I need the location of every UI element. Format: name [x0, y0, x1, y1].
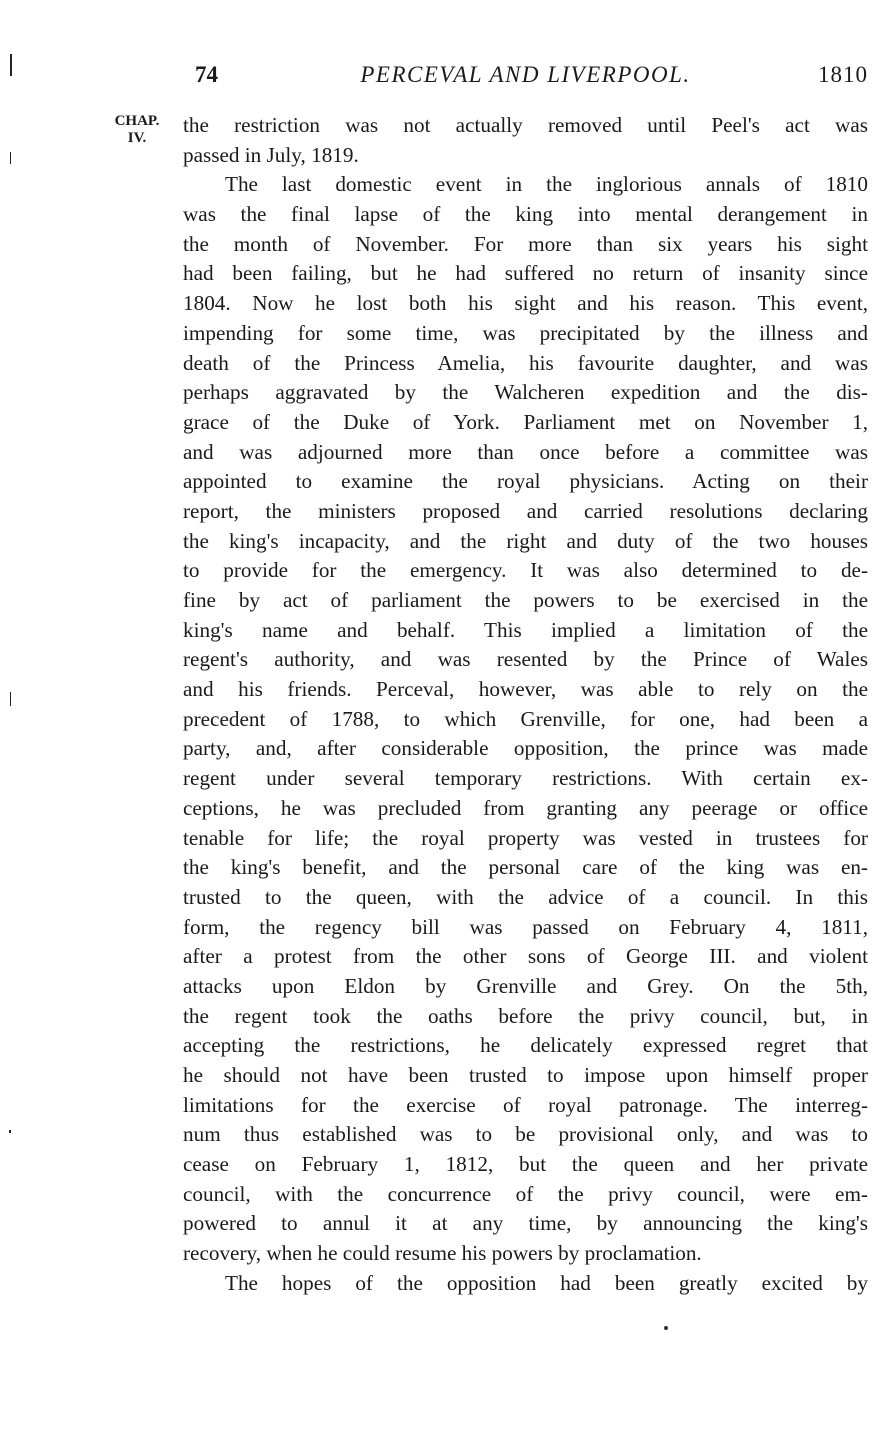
text-line: after a protest from the other sons of George III. and violent [183, 944, 868, 969]
text-line: and was adjourned more than once before a committee was [183, 439, 868, 464]
text-line: party, and, after considerable opposition, the prince was made [183, 736, 868, 761]
text-line: the restriction was not actually removed until Peel's act was [183, 113, 868, 137]
text-line: regent's authority, and was resented by the Prince of Wales [183, 647, 868, 672]
text-line: limitations for the exercise of royal patronage. The interreg- [183, 1092, 868, 1117]
text-line: ceptions, he was precluded from granting any peerage or office [183, 795, 868, 820]
text-line: to provide for the emergency. It was also determined to de- [183, 558, 868, 583]
text-line: precedent of 1788, to which Grenville, for one, had been a [183, 706, 868, 731]
text-line: the king's benefit, and the personal care of the king was en- [183, 855, 868, 880]
text-line: form, the regency bill was passed on February 4, 1811, [183, 914, 868, 939]
chapter-label-word: CHAP. [114, 113, 160, 129]
text-line: powered to annul it at any time, by announcing the king's [183, 1211, 868, 1236]
stray-dot [664, 1326, 668, 1330]
text-line: The last domestic event in the inglorious annals of 1810 [225, 172, 868, 197]
text-line: The hopes of the opposition had been greatly excited by [225, 1270, 868, 1295]
text-line: king's name and behalf. This implied a limitation of the [183, 617, 868, 642]
text-line: he should not have been trusted to impose upon himself proper [183, 1063, 868, 1087]
chapter-label [104, 113, 170, 147]
text-line: was the final lapse of the king into mental derangement in [183, 202, 868, 227]
text-line: had been failing, but he had suffered no return of insanity since [183, 261, 868, 286]
text-line: tenable for life; the royal property was vested in trustees for [183, 825, 868, 850]
text-line: the month of November. For more than six years his sight [183, 231, 868, 256]
text-line: and his friends. Perceval, however, was able to rely on the [183, 677, 868, 702]
text-line: perhaps aggravated by the Walcheren expedition and the dis- [183, 380, 868, 405]
chapter-label-number: IV. [127, 130, 147, 146]
running-head [183, 58, 868, 92]
text-line: passed in July, 1819. [183, 142, 359, 167]
text-line: regent under several temporary restrictions. With certain ex- [183, 766, 868, 791]
text-line: trusted to the queen, with the advice of a council. In this [183, 884, 868, 909]
text-line: cease on February 1, 1812, but the queen and her private [183, 1152, 868, 1177]
text-line: the king's incapacity, and the right and duty of the two houses [183, 528, 868, 553]
text-line: num thus established was to be provisional only, and was to [183, 1122, 868, 1147]
scan-mark-upper [10, 152, 11, 164]
text-line: impending for some time, was precipitated by the illness and [183, 320, 868, 345]
scan-mark-lower [9, 1130, 11, 1133]
text-line: 1804. Now he lost both his sight and his reason. This event, [183, 291, 868, 316]
text-line: death of the Princess Amelia, his favourite daughter, and was [183, 350, 868, 375]
text-line: report, the ministers proposed and carried resolutions declaring [183, 498, 868, 523]
scan-mark-top [10, 54, 12, 76]
scan-mark-middle [10, 692, 11, 706]
text-line: council, with the concurrence of the privy council, were em- [183, 1181, 868, 1206]
page-number: 74 [195, 62, 218, 87]
text-line: accepting the restrictions, he delicately expressed regret that [183, 1033, 868, 1058]
running-title: PERCEVAL AND LIVERPOOL. [360, 62, 691, 87]
text-line: fine by act of parliament the powers to be exercised in the [183, 588, 868, 612]
text-line: recovery, when he could resume his powers by proclamation. [183, 1241, 702, 1266]
body-text [183, 111, 868, 1299]
text-line: the regent took the oaths before the privy council, but, in [183, 1003, 868, 1028]
text-line: grace of the Duke of York. Parliament met on November 1, [183, 409, 868, 434]
text-line: appointed to examine the royal physicians. Acting on their [183, 469, 868, 494]
running-year: 1810 [818, 62, 868, 87]
text-line: attacks upon Eldon by Grenville and Grey. On the 5th, [183, 973, 868, 998]
